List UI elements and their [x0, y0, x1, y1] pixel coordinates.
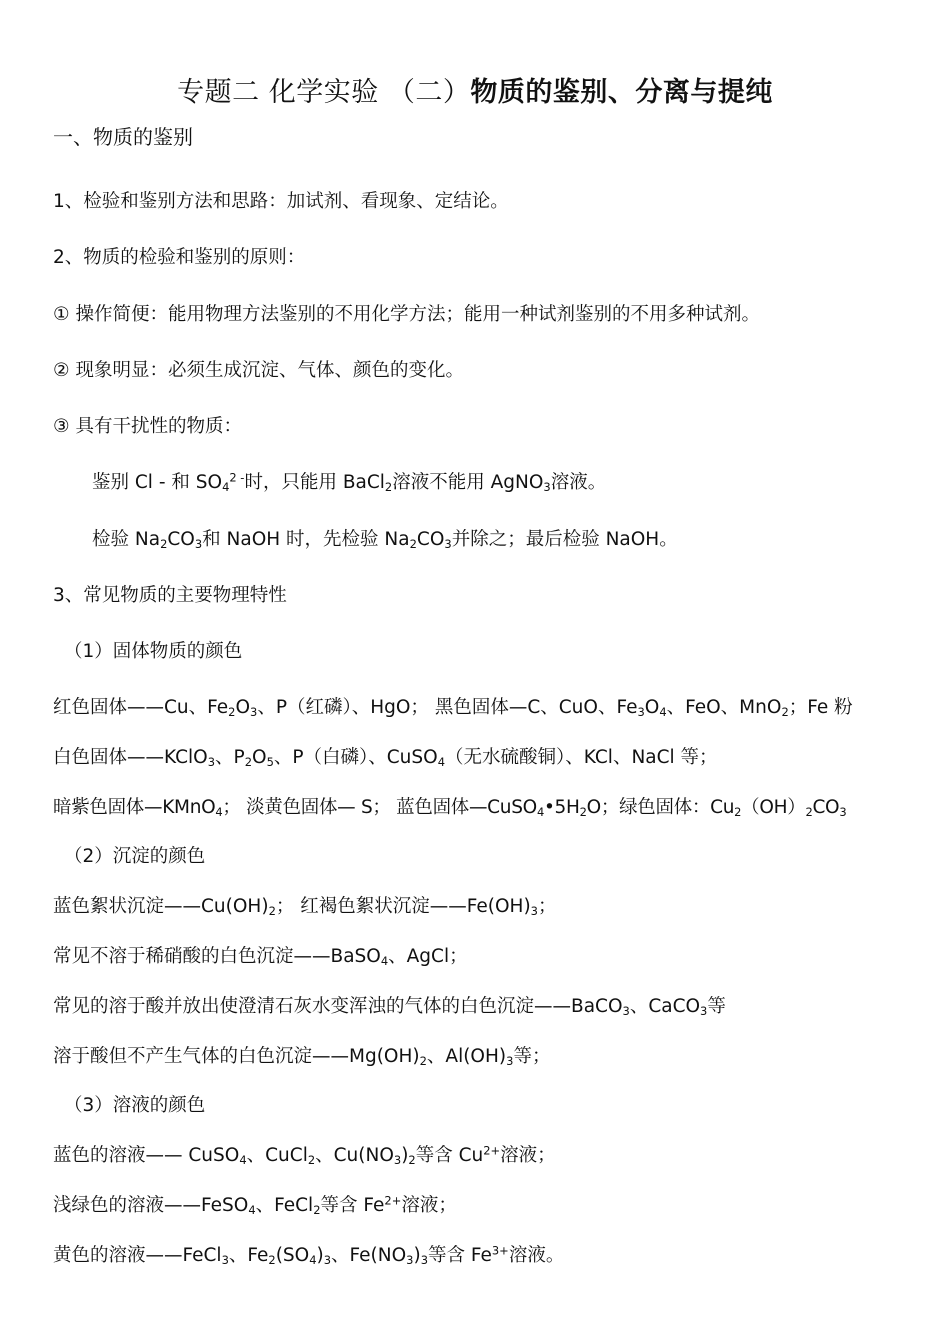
solution-line-1: 蓝色的溶液—— CuSO$_4$、CuCl$_2$、$Cu(NO_3)_2$等含 $Cu^{2+}$溶液；	[53, 1143, 556, 1167]
paragraph-5: ③ 具有干扰性的物质：	[53, 416, 242, 437]
title-plain: 专题二 化学实验 （二）	[177, 77, 471, 108]
subheading-solution-colors: （3）溶液的颜色	[64, 1095, 206, 1116]
precipitate-line-1: 蓝色絮状沉淀$——Cu(OH)_2$； 红褐色絮状沉淀$——Fe(OH)_3$；	[53, 896, 557, 918]
paragraph-7: 检验 $Na_2CO_3$和 NaOH 时，先检验 $Na_2CO_3$并除之；最后检验 NaOH。	[92, 529, 678, 551]
paragraph-4: ② 现象明显：必须生成沉淀、气体、颜色的变化。	[53, 360, 464, 381]
page-title	[0, 70, 950, 109]
solid-colors-line-1: 红色固体——Cu、$Fe_2O_3$、P（红磷）、HgO； 黑色固体—C、CuO、$Fe_3O_4$、FeO、MnO$_2$；Fe 粉	[53, 697, 853, 719]
solid-colors-line-3: 暗紫色固体—KMnO$_4$； 淡黄色固体— S； 蓝色固体$—CuSO_4•5H_2O$；绿色固体：$Cu_2(OH)_2CO_3$	[53, 797, 847, 819]
solid-colors-line-2: 白色固体——KClO$_3$、$P_2O_5$、P（白磷）、CuSO$_4$（无水硫酸铜）、KCl、NaCl 等；	[53, 747, 718, 769]
precipitate-line-2: 常见不溶于稀硝酸的白色沉淀——BaSO$_4$、AgCl；	[53, 946, 468, 968]
section-heading: 一、物质的鉴别	[53, 125, 193, 149]
paragraph-1: 1、检验和鉴别方法和思路：加试剂、看现象、定结论。	[53, 191, 509, 212]
paragraph-2: 2、物质的检验和鉴别的原则：	[53, 247, 306, 268]
precipitate-line-4: 溶于酸但不产生气体的白色沉淀$——Mg(OH)_2$、$Al(OH)_3$等；	[53, 1046, 551, 1068]
paragraph-6: 鉴别 Cl - 和 $SO_4^{2 -}$时，只能用 BaCl$_2$溶液不能用 AgNO$_3$溶液。	[92, 470, 607, 494]
subheading-solid-colors: （1）固体物质的颜色	[64, 641, 243, 662]
precipitate-line-3: 常见的溶于酸并放出使澄清石灰水变浑浊的气体的白色沉淀——BaCO$_3$、CaCO$_3$等	[53, 996, 726, 1018]
subheading-precipitate-colors: （2）沉淀的颜色	[64, 846, 206, 867]
solution-line-3: 黄色的溶液——FeCl$_3$、$Fe_2(SO_4)_3$、$Fe(NO_3)_3$等含 $Fe^{3+}$溶液。	[53, 1243, 565, 1267]
solution-line-2: 浅绿色的溶液——FeSO$_4$、FeCl$_2$等含 $Fe^{2+}$溶液；	[53, 1193, 457, 1217]
paragraph-3: ① 操作简便：能用物理方法鉴别的不用化学方法；能用一种试剂鉴别的不用多种试剂。	[53, 304, 760, 325]
title-bold: 物质的鉴别、分离与提纯	[470, 77, 773, 108]
paragraph-8: 3、常见物质的主要物理特性	[53, 585, 287, 606]
